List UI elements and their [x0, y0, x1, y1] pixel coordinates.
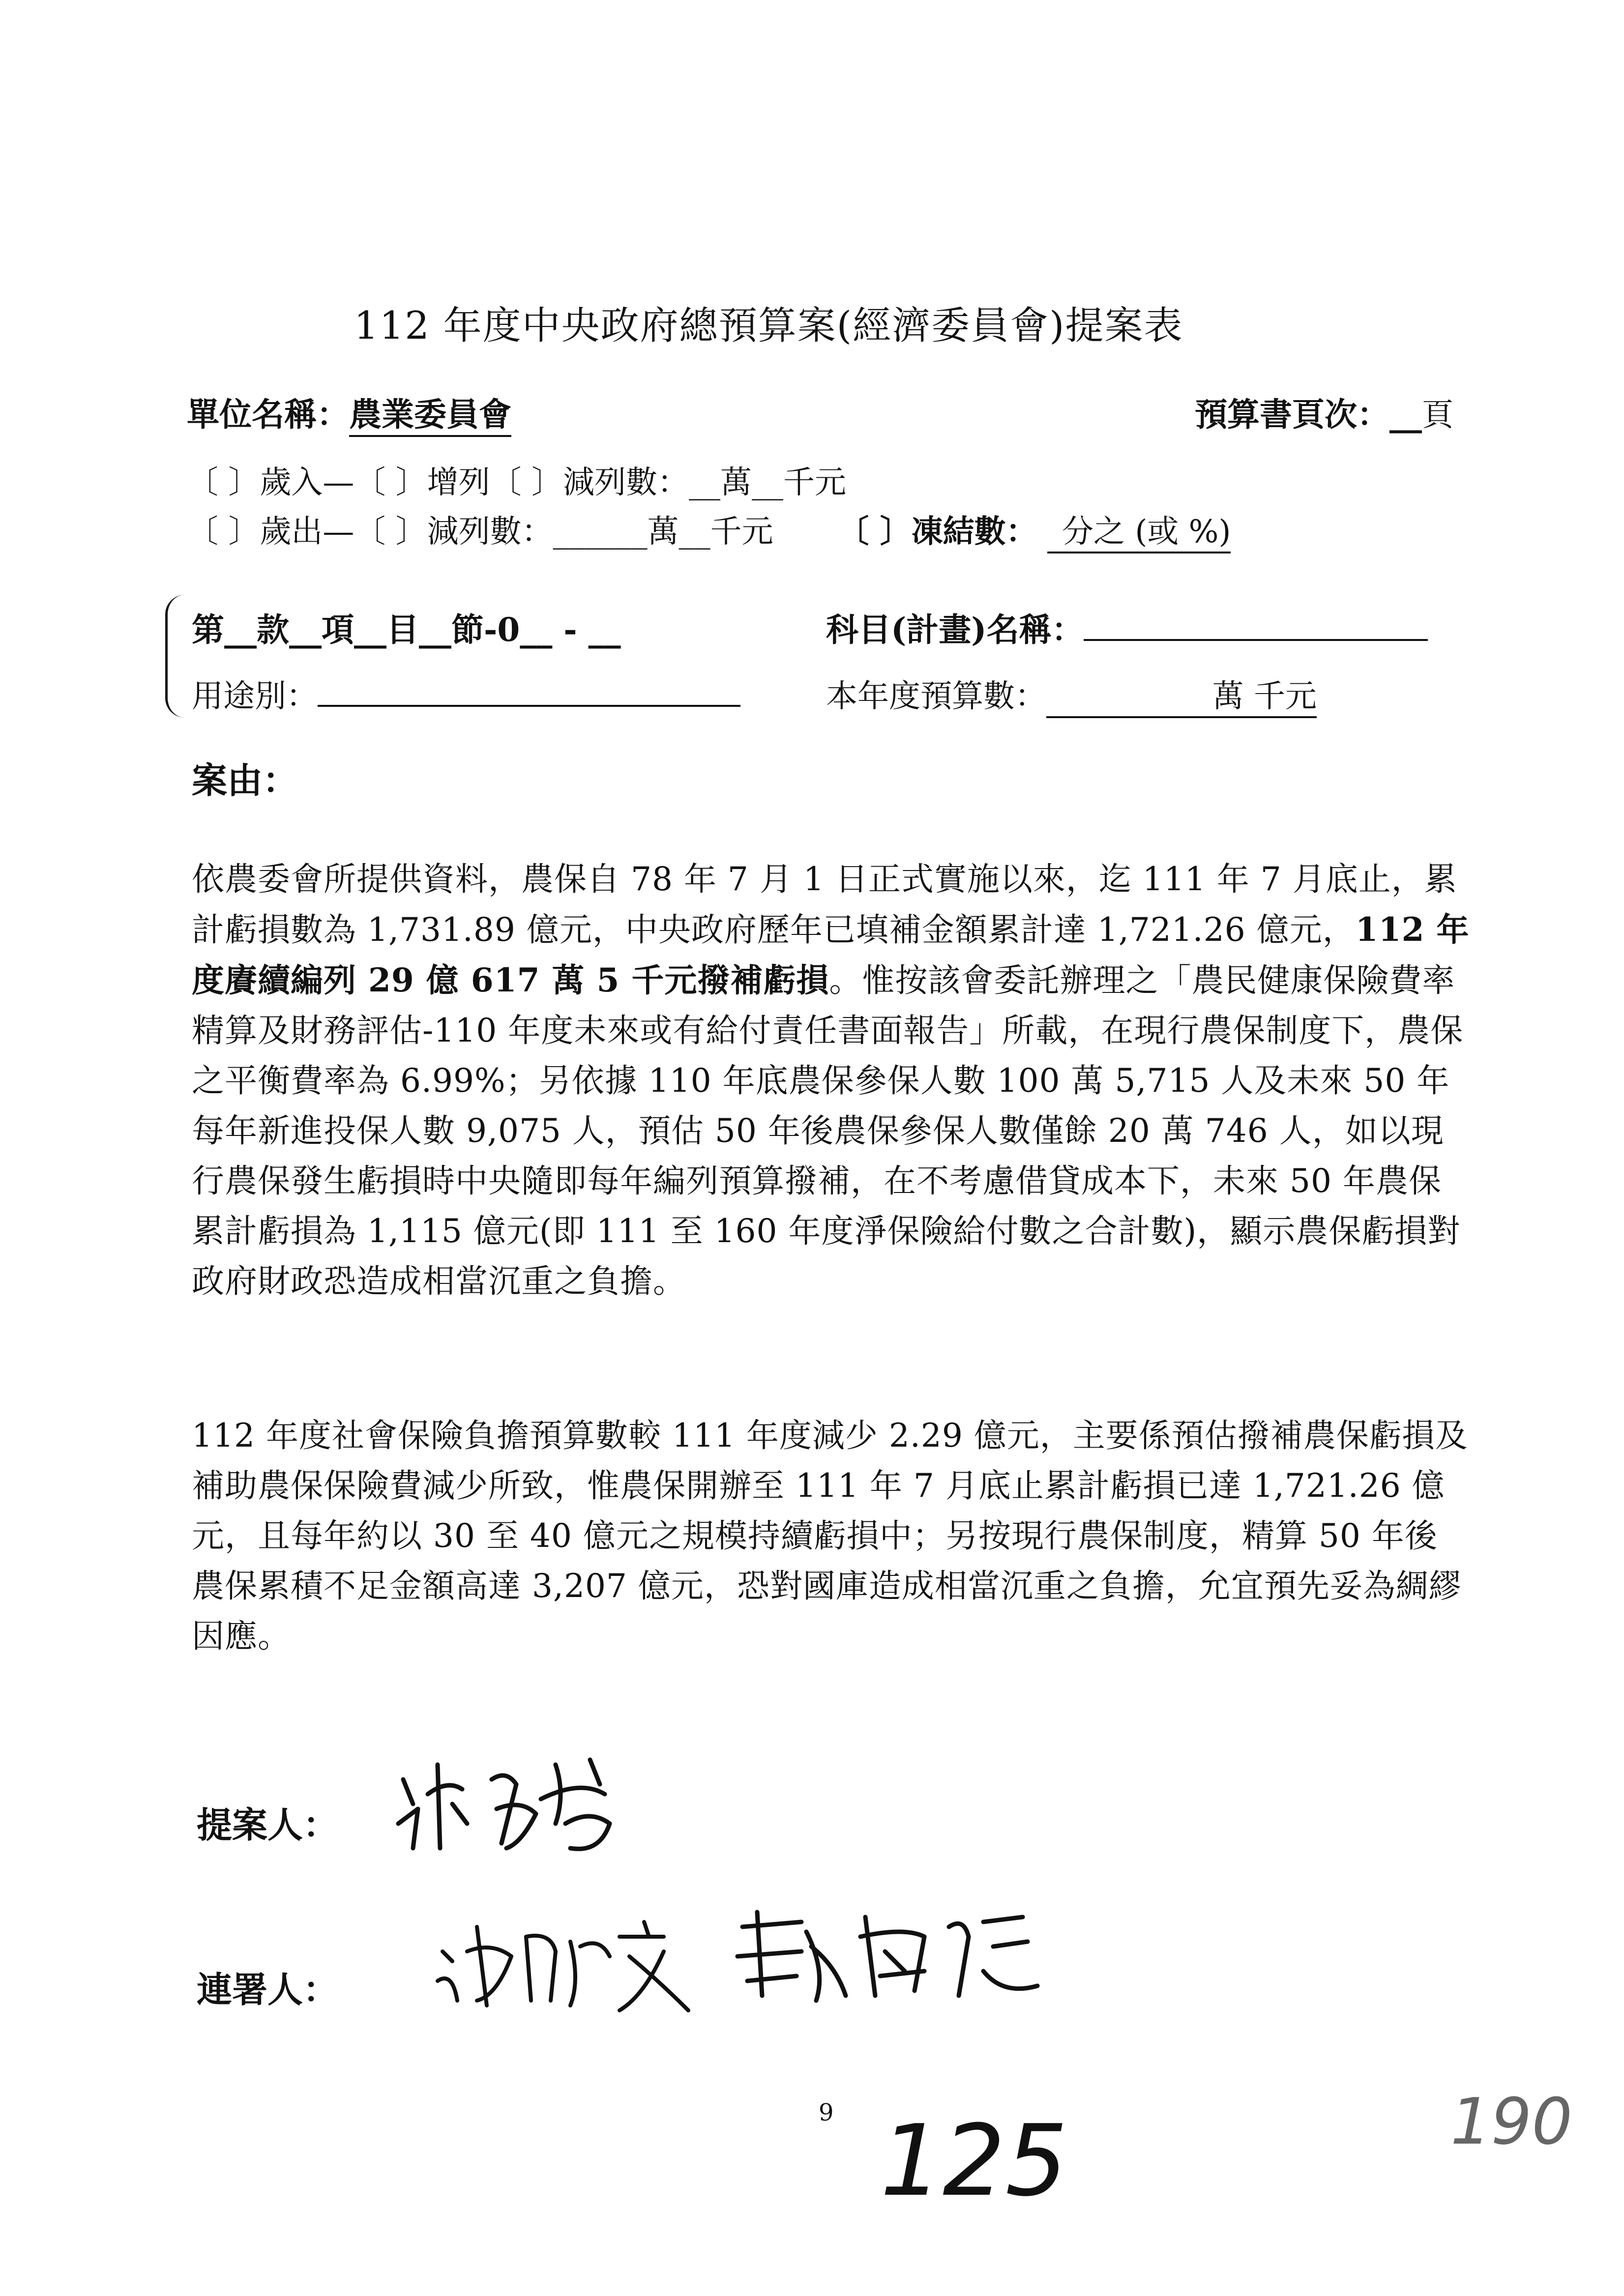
budget-value: 萬 千元: [1046, 671, 1317, 718]
freeze-label: 〔 〕凍結數：: [837, 513, 1037, 550]
usage-row: [192, 671, 740, 716]
revenue-option-row: 〔 〕歲入—〔 〕增列〔 〕減列數：__萬__千元: [187, 465, 847, 501]
budget-page-row: [1195, 388, 1453, 435]
usage-field: [318, 675, 740, 707]
cosigner-signature-2: [728, 1897, 1042, 2020]
budget-row: [826, 671, 1317, 718]
field-bracket: [165, 595, 187, 718]
page-suffix: 頁: [1422, 397, 1453, 434]
subject-row: [826, 604, 1428, 650]
freeze-value: 分之 (或 %): [1047, 506, 1231, 553]
handwritten-number: 125: [880, 2104, 1068, 2218]
reason-paragraph-1: [192, 854, 1470, 1307]
corner-number: 190: [1450, 2084, 1573, 2159]
proposer-label: 提案人：: [197, 1804, 339, 1846]
cosigner-label: 連署人：: [197, 1969, 339, 2010]
budget-label: 本年度預算數：: [826, 678, 1046, 715]
page-label: 預算書頁次：: [1195, 395, 1389, 434]
subject-label: 科目(計畫)名稱：: [826, 610, 1084, 649]
unit-name-row: [187, 388, 511, 437]
page-number: 9: [819, 2099, 834, 2126]
expenditure-option-row: [187, 506, 1231, 553]
section-codes: 第__款__項__目__節-0__ - __: [192, 610, 621, 649]
cosigner-signature-1: [433, 1907, 708, 2020]
paragraph-1-text-a: 依農委會所提供資料，農保自 78 年 7 月 1 日正式實施以來，迄 111 年 7 月底止，累計虧損數為 1,731.89 億元，中央政府歷年已填補金額累計達 1,721.26 億元，: [192, 860, 1457, 949]
paragraph-1-highlight: 112 年度賡續編列 29 億 617 萬 5 千元撥補虧損: [192, 910, 1470, 999]
reason-label: 案由：: [192, 759, 298, 801]
usage-label: 用途別：: [192, 678, 318, 715]
subject-field: [1084, 610, 1428, 641]
reason-paragraph-2: 112 年度社會保險負擔預算數較 111 年度減少 2.29 億元，主要係預估撥補農保虧損及補助農保保險費減少所致，惟農保開辦至 111 年 7 月底止累計虧損已達 1,721.26 億元，且每年約以 30 至 40 億元之規模持續虧損中；另按現行農保制度，精算 50 年後農保累積不足金額高達 3,207 億元，恐對國庫造成相當沉重之負擔，允宜預先妥為綢繆因應。: [192, 1417, 1468, 1655]
paragraph-1-text-b: 。惟按該會委託辦理之「農民健康保險費率精算及財務評估-110 年度未來或有給付責任書面報告」所載，在現行農保制度下，農保之平衡費率為 6.99%；另依據 110 年底農保參保人數 100 萬 5,715 人及未來 50 年每年新進投保人數 9,075 人，預估 50 年後農保參保人數僅餘 20 萬 746 人，如以現行農保發生虧損時中央隨即每年編列預算撥補，在不考慮借貸成本下，未來 50 年農保累計虧損為 1,115 億元(即 111 至 160 年度淨保險給付數之合計數)，顯示農保虧損對政府財政恐造成相當沉重之負擔。: [192, 961, 1464, 1300]
page-title: 112 年度中央政府總預算案(經濟委員會)提案表: [354, 304, 1183, 348]
unit-label: 單位名稱：: [187, 395, 349, 434]
page-blank: __: [1389, 395, 1422, 434]
expenditure-reduction: 〔 〕歲出—〔 〕減列數：______萬__千元: [187, 514, 773, 550]
unit-value: 農業委員會: [349, 388, 511, 437]
proposer-signature: [393, 1750, 659, 1863]
